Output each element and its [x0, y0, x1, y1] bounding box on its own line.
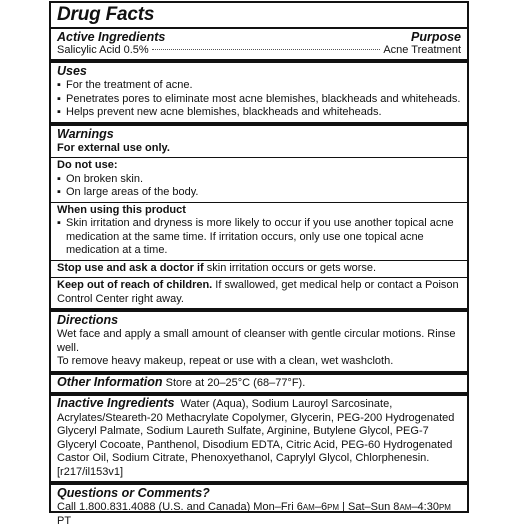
inactive-ingredients-section	[57, 396, 461, 481]
questions-heading: Questions or Comments?	[57, 486, 210, 500]
active-ingredients-section	[57, 29, 461, 59]
uses-heading: Uses	[57, 64, 87, 78]
bullet-icon: ▪	[57, 186, 61, 198]
inactive-ingredients-heading: Inactive Ingredients	[57, 396, 175, 410]
stop-use-section	[57, 261, 461, 278]
stop-use-text: Stop use and ask a doctor if skin irritation occurs or gets worse.	[57, 261, 377, 274]
active-ingredients-heading: Active Ingredients	[57, 30, 166, 44]
bullet-icon: ▪	[57, 92, 61, 105]
active-header-row	[57, 30, 461, 44]
purpose-heading: Purpose	[410, 30, 461, 44]
warnings-section	[57, 126, 461, 158]
directions-line: To remove heavy makeup, repeat or use with a clean, wet washcloth.	[57, 355, 394, 367]
inactive-ingredients-text: Water (Aqua), Sodium Lauroyl Sarcosinate, Acrylates/Steareth-20 Methacrylate Copolymer, Glycerin, PEG-200 Hydrogenated Glyceryl Palmate, Sodium Laureth Sulfate, Arginine, Butylene Glycol, PEG-7 Glyceryl Cocoate, Panthenol, Disodium EDTA, Citric Acid, PEG-60 Hydrogenated Castor Oil, Sodium Citrate, Phenoxyethanol, Caprylyl Glycol, Chlorphenesin. [r217/il153v1]	[57, 398, 458, 478]
do-not-use-heading: Do not use:	[57, 159, 118, 171]
bullet-icon: ▪	[57, 79, 61, 91]
other-info-heading: Other Information	[57, 374, 163, 389]
active-ingredient-row	[57, 44, 461, 57]
questions-section	[57, 485, 461, 530]
bullet-icon: ▪	[57, 172, 61, 185]
when-using-section	[57, 203, 461, 260]
list-item: ▪ Helps prevent new acne blemishes, blackheads and whiteheads.	[57, 106, 382, 118]
bullet-icon: ▪	[57, 106, 61, 118]
external-use-warning: For external use only.	[57, 141, 170, 154]
drug-facts-panel	[49, 1, 469, 527]
dot-leader	[152, 49, 381, 50]
list-item: ▪ On large areas of the body.	[57, 186, 199, 198]
other-info-text: Store at 20–25°C (68–77°F).	[162, 376, 306, 389]
active-ingredient-name: Salicylic Acid 0.5%	[57, 44, 149, 56]
list-item: ▪ Penetrates pores to eliminate most acne blemishes, blackheads and whiteheads.	[57, 92, 461, 105]
warnings-heading: Warnings	[57, 126, 114, 141]
list-item: ▪ Skin irritation and dryness is more likely to occur if you use another topical acne medication at the same time. If irritation occurs, only use one topical acne medication at a time.	[57, 217, 454, 256]
directions-heading: Directions	[57, 313, 119, 327]
directions-section	[57, 312, 461, 371]
list-item: ▪ On broken skin.	[57, 172, 144, 185]
directions-line: Wet face and apply a small amount of cleanser with gentle circular motions. Rinse well.	[57, 328, 456, 354]
bullet-icon: ▪	[57, 217, 61, 229]
keep-out-section	[57, 278, 461, 308]
when-using-heading: When using this product	[57, 203, 186, 216]
uses-section	[57, 63, 461, 122]
keep-out-text: Keep out of reach of children. If swallowed, get medical help or contact a Poison Control Center right away.	[57, 279, 459, 305]
list-item: ▪ For the treatment of acne.	[57, 79, 193, 91]
do-not-use-section	[57, 158, 461, 202]
drug-facts-title: Drug Facts	[57, 4, 155, 25]
questions-phone-line: Call 1.800.831.4088 (U.S. and Canada) Mon–Fri 6AM–6PM | Sat–Sun 8AM–4:30PM PT	[57, 501, 451, 527]
other-info-section	[57, 375, 461, 393]
active-ingredient-purpose: Acne Treatment	[383, 44, 461, 56]
